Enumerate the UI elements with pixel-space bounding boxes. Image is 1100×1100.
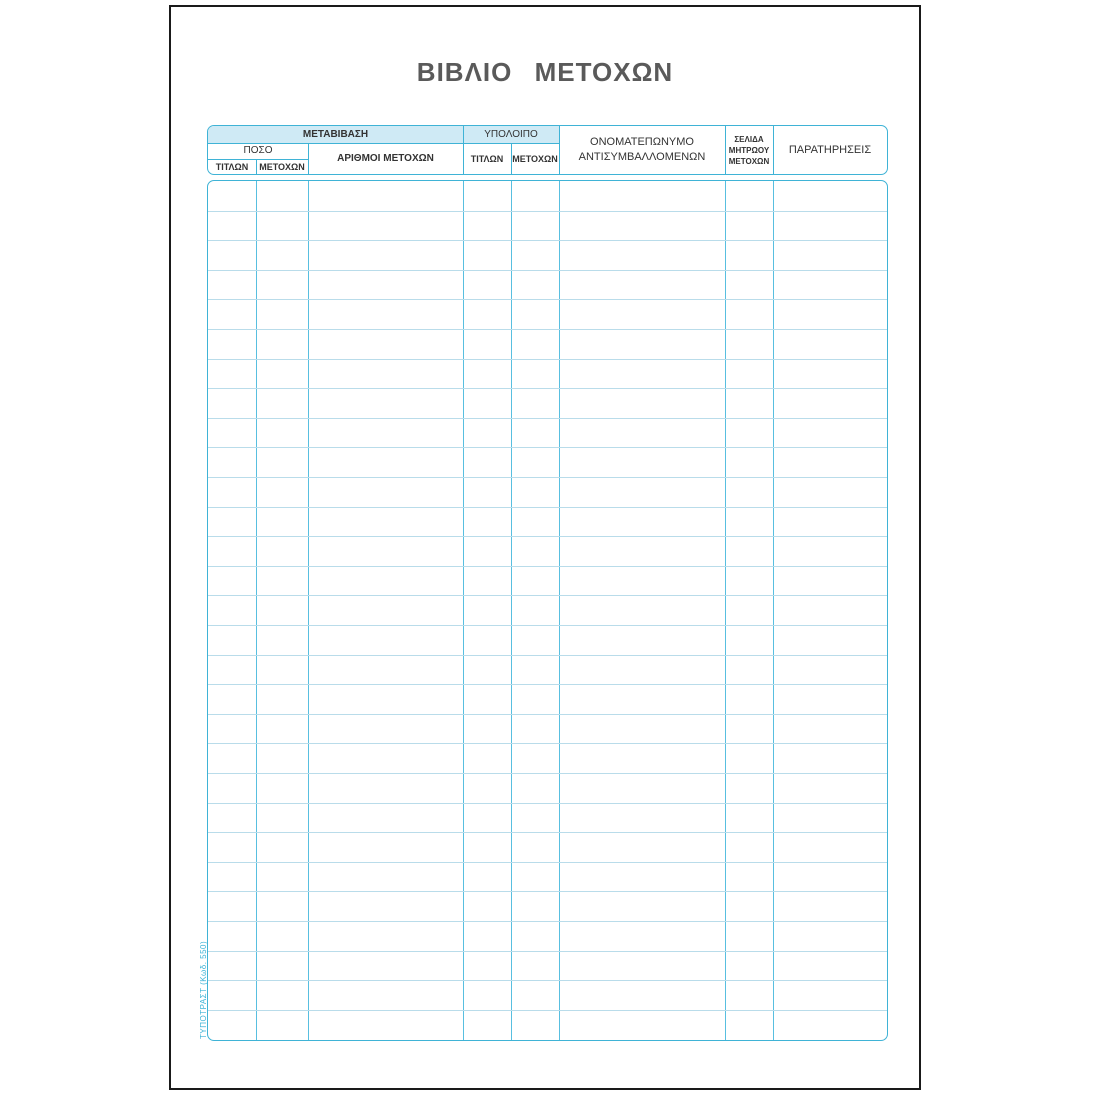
body-col-line xyxy=(463,181,464,1040)
header-onomateponymo xyxy=(559,126,725,174)
header-selida-line2: ΜΗΤΡΩΟΥ xyxy=(728,145,770,155)
header-col-line xyxy=(463,126,464,174)
body-col-line xyxy=(256,181,257,1040)
header-ypoloipo: ΥΠΟΛΟΙΠΟ xyxy=(463,126,559,143)
table-row xyxy=(208,891,887,892)
header-onomateponymo-line2: ΑΝΤΙΣΥΜΒΑΛΛΟΜΕΝΩΝ xyxy=(578,151,706,163)
table-row xyxy=(208,359,887,360)
table-row xyxy=(208,832,887,833)
table-body xyxy=(207,180,888,1041)
body-col-line xyxy=(559,181,560,1040)
table-row xyxy=(208,270,887,271)
table-row xyxy=(208,1010,887,1011)
table-row xyxy=(208,211,887,212)
table-row xyxy=(208,655,887,656)
table-row xyxy=(208,714,887,715)
table-row xyxy=(208,329,887,330)
page-title: ΒΙΒΛΙΟ ΜΕΤΟΧΩΝ xyxy=(416,57,674,87)
body-col-line xyxy=(725,181,726,1040)
header-col-line xyxy=(773,126,774,174)
table-row xyxy=(208,447,887,448)
table-row xyxy=(208,536,887,537)
table-row xyxy=(208,862,887,863)
header-onomateponymo-line1: ΟΝΟΜΑΤΕΠΩΝΥΜΟ xyxy=(590,136,694,148)
header-col-line xyxy=(256,159,257,174)
header-poso-titlon: ΤΙΤΛΩΝ xyxy=(215,161,249,172)
header-col-line xyxy=(511,143,512,174)
body-col-line xyxy=(308,181,309,1040)
header-metavivasi: ΜΕΤΑΒΙΒΑΣΗ xyxy=(208,126,463,143)
header-paratiriseis: ΠΑΡΑΤΗΡΗΣΕΙΣ xyxy=(788,144,872,156)
table-row xyxy=(208,299,887,300)
body-col-line xyxy=(511,181,512,1040)
table-row xyxy=(208,566,887,567)
table-row xyxy=(208,773,887,774)
table-row xyxy=(208,507,887,508)
table-row xyxy=(208,743,887,744)
form-sheet xyxy=(169,5,921,1090)
header-col-line xyxy=(308,143,309,174)
header-poso: ΠΟΣΟ xyxy=(243,145,273,156)
header-poso-metochon: ΜΕΤΟΧΩΝ xyxy=(259,161,305,172)
table-row xyxy=(208,980,887,981)
header-arithmoi-metochon: ΑΡΙΘΜΟΙ ΜΕΤΟΧΩΝ xyxy=(337,152,434,164)
header-divider xyxy=(208,143,559,144)
header-divider xyxy=(208,159,308,160)
table-row xyxy=(208,388,887,389)
table-header xyxy=(207,125,888,175)
table-row xyxy=(208,418,887,419)
table-row xyxy=(208,625,887,626)
form-code-label: ΤΥΠΟΤΡΑΣΤ (Κωδ. 550) xyxy=(199,940,208,1039)
header-ypoloipo-titlon: ΤΙΤΛΩΝ xyxy=(470,153,504,164)
table-row xyxy=(208,951,887,952)
body-col-line xyxy=(773,181,774,1040)
header-col-line xyxy=(725,126,726,174)
table-row xyxy=(208,595,887,596)
table-row xyxy=(208,477,887,478)
header-selida-line3: ΜΕΤΟΧΩΝ xyxy=(728,156,770,166)
table-row xyxy=(208,803,887,804)
table-row xyxy=(208,684,887,685)
header-col-line xyxy=(559,126,560,174)
table-row xyxy=(208,921,887,922)
header-selida xyxy=(725,126,773,174)
header-ypoloipo-metochon: ΜΕΤΟΧΩΝ xyxy=(512,153,558,164)
table-row xyxy=(208,240,887,241)
header-selida-line1: ΣΕΛΙΔΑ xyxy=(734,134,764,144)
